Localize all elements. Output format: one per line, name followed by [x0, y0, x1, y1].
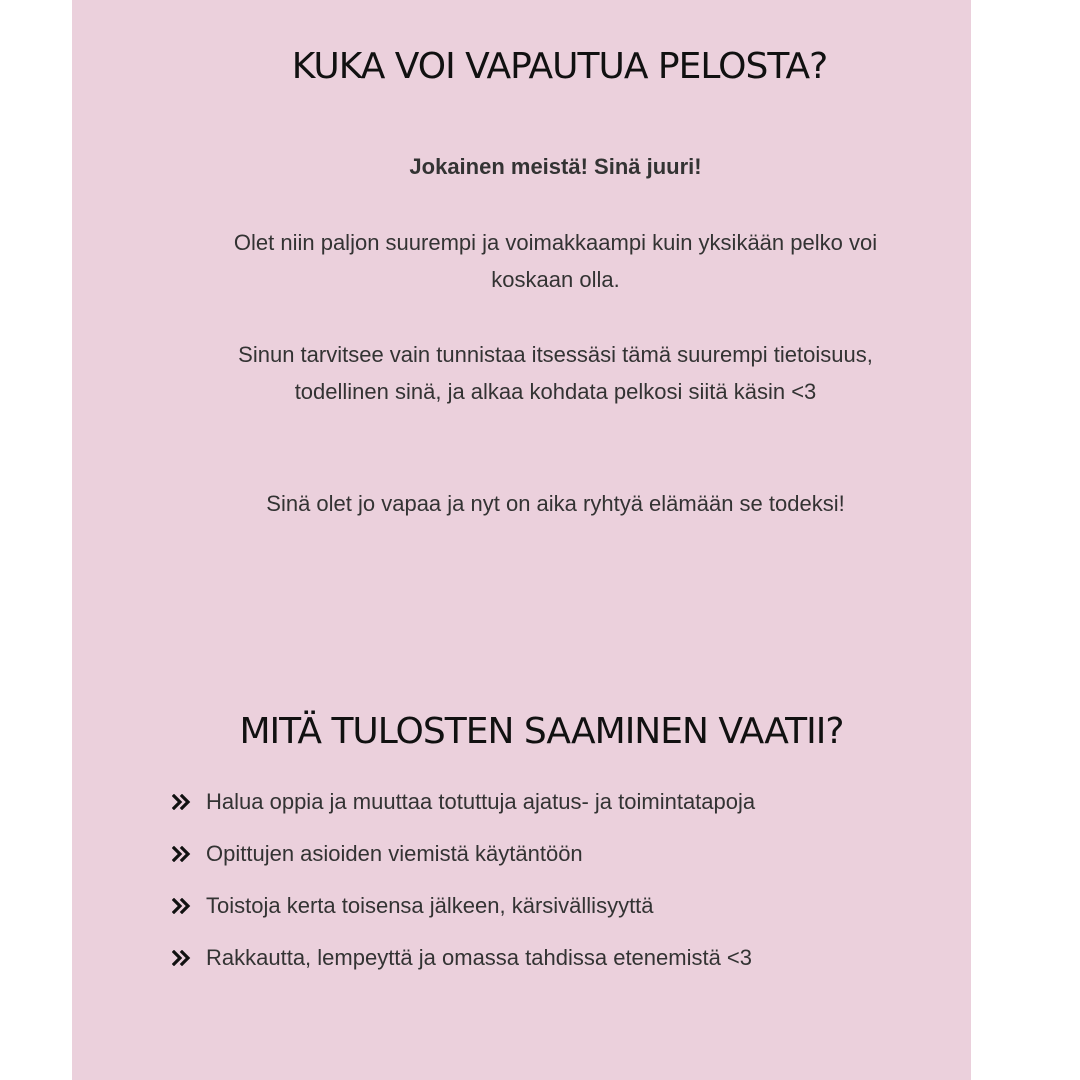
double-chevron-right-icon	[172, 794, 192, 810]
list-item-text: Opittujen asioiden viemistä käytäntöön	[206, 841, 583, 866]
content-panel	[72, 0, 971, 1080]
list-item-text: Halua oppia ja muuttaa totuttuja ajatus- ja toimintatapoja	[206, 789, 756, 814]
list-item	[172, 880, 755, 932]
section-title-requirements: MITÄ TULOSTEN SAAMINEN VAATII?	[239, 711, 844, 752]
list-item	[172, 776, 755, 828]
list-item-text: Toistoja kerta toisensa jälkeen, kärsivällisyyttä	[206, 893, 654, 918]
list-item	[172, 932, 755, 984]
lead-text: Jokainen meistä! Sinä juuri!	[409, 154, 702, 179]
paragraph-2: Sinun tarvitsee vain tunnistaa itsessäsi tämä suurempi tietoisuus, todellinen sinä, ja alkaa kohdata pelkosi siitä käsin <3	[238, 342, 873, 404]
double-chevron-right-icon	[172, 846, 192, 862]
list-item	[172, 828, 755, 880]
list-item-text: Rakkautta, lempeyttä ja omassa tahdissa etenemistä <3	[206, 945, 753, 970]
requirements-list	[172, 776, 755, 984]
paragraph-1: Olet niin paljon suurempi ja voimakkaampi kuin yksikään pelko voi koskaan olla.	[233, 230, 878, 292]
double-chevron-right-icon	[172, 898, 192, 914]
double-chevron-right-icon	[172, 950, 192, 966]
paragraph-3: Sinä olet jo vapaa ja nyt on aika ryhtyä elämään se todeksi!	[266, 491, 845, 516]
section-title-who: KUKA VOI VAPAUTUA PELOSTA?	[291, 46, 828, 87]
